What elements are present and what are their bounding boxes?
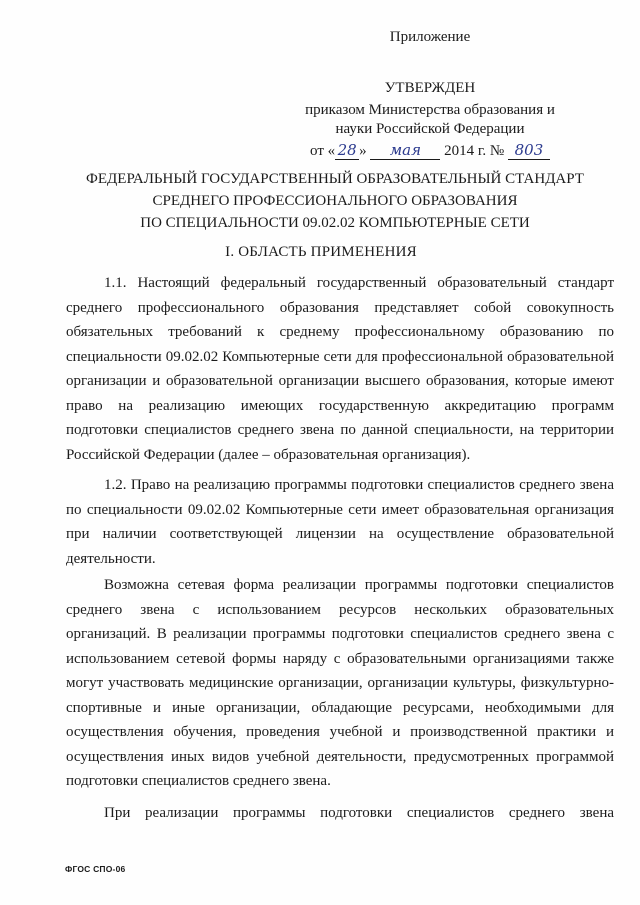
section-heading: I. ОБЛАСТЬ ПРИМЕНЕНИЯ [225, 244, 417, 260]
date-prefix: от « [310, 143, 336, 159]
handwritten-order-number: 803 [508, 141, 550, 160]
standard-title-line: ФЕДЕРАЛЬНЫЙ ГОСУДАРСТВЕННЫЙ ОБРАЗОВАТЕЛЬНЫЙ СТАНДАРТ [86, 171, 584, 187]
paragraph: 1.1. Настоящий федеральный государственный образовательный стандарт среднего профессионального образования представляет собой совокупность обязательных требований к среднему профессиональному образованию по специальности 09.02.02 Компьютерные сети для профессиональной образовательной организации и образовательной организации высшего образования, которые имеют право на реализацию имеющих государственную аккредитацию программ подготовки специалистов среднего звена по данной специальности, на территории Российской Федерации (далее – образовательная организация). [66, 275, 614, 463]
standard-title-line: СРЕДНЕГО ПРОФЕССИОНАЛЬНОГО ОБРАЗОВАНИЯ [152, 193, 518, 209]
handwritten-month: мая [370, 141, 440, 160]
appendix-label: Приложение [389, 29, 471, 45]
standard-title-line: ПО СПЕЦИАЛЬНОСТИ 09.02.02 КОМПЬЮТЕРНЫЕ СЕТИ [140, 215, 530, 231]
paragraph: При реализации программы подготовки специалистов среднего звена [104, 805, 614, 821]
paragraph: 1.2. Право на реализацию программы подготовки специалистов среднего звена по специальности 09.02.02 Компьютерные сети имеет образовательная организация при наличии соответствующей лицензии на осуществление образовательной деятельности. [66, 477, 614, 567]
order-date-line [280, 141, 580, 161]
approval-label: УТВЕРЖДЕН [384, 80, 476, 96]
paragraph: Возможна сетевая форма реализации программы подготовки специалистов среднего звена с использованием ресурсов нескольких образовательных организаций. В реализации программы подготовки специалистов среднего звена с использованием сетевой формы наряду с образовательными организациями также могут участвовать медицинские организации, организации культуры, физкультурно-спортивные и иные организации, обладающие ресурсами, необходимыми для осуществления обучения, проведения учебной и производственной практики и осуществления иных видов учебной деятельности, предусмотренных программой подготовки специалистов среднего звена. [66, 577, 614, 789]
date-quote-close: » [359, 143, 367, 159]
date-year-number-label: 2014 г. № [444, 143, 505, 159]
handwritten-day: 28 [335, 141, 359, 160]
order-line: приказом Министерства образования и [305, 102, 555, 118]
order-line: науки Российской Федерации [335, 121, 525, 137]
page-footer-code: ФГОС СПО-06 [65, 864, 126, 874]
